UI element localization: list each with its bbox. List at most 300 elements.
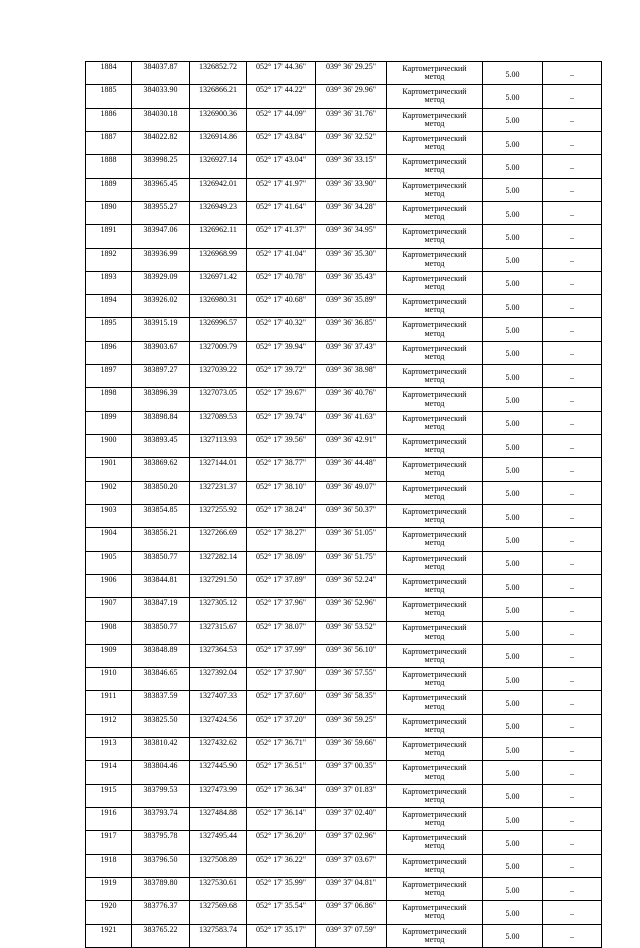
x-coordinate-cell: 383926.02 <box>132 295 190 318</box>
method-line1: Картометрический <box>402 740 467 750</box>
method-line1: Картометрический <box>402 367 467 377</box>
longitude-cell: 039° 36' 29.96" <box>316 85 387 108</box>
latitude-cell: 052° 17' 37.99" <box>247 644 316 667</box>
method-line2: метод <box>424 95 445 105</box>
latitude-cell: 052° 17' 35.99" <box>247 877 316 900</box>
x-coordinate-cell: 384033.90 <box>132 85 190 108</box>
description-cell: – <box>543 481 602 504</box>
point-number-cell: 1905 <box>86 551 132 574</box>
longitude-cell: 039° 36' 53.52" <box>316 621 387 644</box>
x-coordinate-cell: 383850.77 <box>132 551 190 574</box>
method-cell <box>387 248 483 271</box>
table-row <box>86 528 602 551</box>
latitude-cell: 052° 17' 36.14" <box>247 808 316 831</box>
y-coordinate-cell: 1327009.79 <box>190 341 247 364</box>
y-coordinate-cell: 1327039.22 <box>190 365 247 388</box>
method-cell <box>387 225 483 248</box>
method-cell <box>387 528 483 551</box>
method-cell <box>387 178 483 201</box>
y-coordinate-cell: 1327073.05 <box>190 388 247 411</box>
accuracy-cell: 5.00 <box>483 62 543 85</box>
y-coordinate-cell: 1327530.61 <box>190 877 247 900</box>
method-line1: Картометрический <box>402 670 467 680</box>
point-number-cell: 1911 <box>86 691 132 714</box>
description-cell: – <box>543 644 602 667</box>
point-number-cell: 1910 <box>86 668 132 691</box>
method-line2: метод <box>424 258 445 268</box>
method-line2: метод <box>424 585 445 595</box>
accuracy-cell: 5.00 <box>483 225 543 248</box>
accuracy-cell: 5.00 <box>483 365 543 388</box>
accuracy-cell: 5.00 <box>483 504 543 527</box>
longitude-cell: 039° 36' 58.35" <box>316 691 387 714</box>
method-line1: Картометрический <box>402 856 467 866</box>
method-cell <box>387 481 483 504</box>
latitude-cell: 052° 17' 39.74" <box>247 411 316 434</box>
table-row <box>86 854 602 877</box>
method-line2: метод <box>424 468 445 478</box>
longitude-cell: 039° 37' 02.40" <box>316 808 387 831</box>
x-coordinate-cell: 383897.27 <box>132 365 190 388</box>
latitude-cell: 052° 17' 41.97" <box>247 178 316 201</box>
method-cell <box>387 85 483 108</box>
description-cell: – <box>543 225 602 248</box>
x-coordinate-cell: 383844.81 <box>132 574 190 597</box>
table-row <box>86 155 602 178</box>
method-line2: метод <box>424 188 445 198</box>
x-coordinate-cell: 384022.82 <box>132 131 190 154</box>
accuracy-cell: 5.00 <box>483 201 543 224</box>
longitude-cell: 039° 36' 33.90" <box>316 178 387 201</box>
method-cell <box>387 365 483 388</box>
description-cell: – <box>543 831 602 854</box>
description-cell: – <box>543 108 602 131</box>
description-cell: – <box>543 178 602 201</box>
longitude-cell: 039° 37' 06.86" <box>316 901 387 924</box>
method-cell <box>387 62 483 85</box>
method-cell <box>387 901 483 924</box>
method-cell <box>387 341 483 364</box>
latitude-cell: 052° 17' 44.22" <box>247 85 316 108</box>
x-coordinate-cell: 383848.89 <box>132 644 190 667</box>
method-line1: Картометрический <box>402 600 467 610</box>
description-cell: – <box>543 738 602 761</box>
longitude-cell: 039° 36' 51.05" <box>316 528 387 551</box>
latitude-cell: 052° 17' 44.36" <box>247 62 316 85</box>
latitude-cell: 052° 17' 41.04" <box>247 248 316 271</box>
method-line1: Картометрический <box>402 133 467 143</box>
table-row <box>86 901 602 924</box>
longitude-cell: 039° 36' 37.43" <box>316 341 387 364</box>
method-line1: Картометрический <box>402 390 467 400</box>
longitude-cell: 039° 37' 03.67" <box>316 854 387 877</box>
x-coordinate-cell: 383893.45 <box>132 435 190 458</box>
point-number-cell: 1906 <box>86 574 132 597</box>
method-cell <box>387 691 483 714</box>
description-cell: – <box>543 551 602 574</box>
longitude-cell: 039° 37' 02.96" <box>316 831 387 854</box>
description-cell: – <box>543 574 602 597</box>
method-line2: метод <box>424 538 445 548</box>
description-cell: – <box>543 901 602 924</box>
longitude-cell: 039° 36' 59.25" <box>316 714 387 737</box>
table-row <box>86 318 602 341</box>
method-line2: метод <box>424 305 445 315</box>
method-line1: Картометрический <box>402 530 467 540</box>
method-line2: метод <box>424 328 445 338</box>
method-line1: Картометрический <box>402 203 467 213</box>
longitude-cell: 039° 36' 57.55" <box>316 668 387 691</box>
method-line2: метод <box>424 165 445 175</box>
description-cell: – <box>543 528 602 551</box>
accuracy-cell: 5.00 <box>483 388 543 411</box>
accuracy-cell: 5.00 <box>483 761 543 784</box>
latitude-cell: 052° 17' 36.20" <box>247 831 316 854</box>
x-coordinate-cell: 383793.74 <box>132 808 190 831</box>
method-line1: Картометрический <box>402 506 467 516</box>
method-line2: метод <box>424 771 445 781</box>
description-cell: – <box>543 621 602 644</box>
method-cell <box>387 784 483 807</box>
x-coordinate-cell: 383965.45 <box>132 178 190 201</box>
point-number-cell: 1884 <box>86 62 132 85</box>
method-line1: Картометрический <box>402 623 467 633</box>
table-row <box>86 621 602 644</box>
latitude-cell: 052° 17' 35.17" <box>247 924 316 947</box>
x-coordinate-cell: 383998.25 <box>132 155 190 178</box>
latitude-cell: 052° 17' 38.24" <box>247 504 316 527</box>
table-row <box>86 365 602 388</box>
longitude-cell: 039° 37' 04.81" <box>316 877 387 900</box>
table-row <box>86 714 602 737</box>
table-row <box>86 644 602 667</box>
description-cell: – <box>543 504 602 527</box>
table-row <box>86 458 602 481</box>
accuracy-cell: 5.00 <box>483 574 543 597</box>
accuracy-cell: 5.00 <box>483 784 543 807</box>
method-line2: метод <box>424 911 445 921</box>
latitude-cell: 052° 17' 39.67" <box>247 388 316 411</box>
method-cell <box>387 738 483 761</box>
point-number-cell: 1900 <box>86 435 132 458</box>
method-line2: метод <box>424 818 445 828</box>
y-coordinate-cell: 1326900.36 <box>190 108 247 131</box>
description-cell: – <box>543 248 602 271</box>
accuracy-cell: 5.00 <box>483 528 543 551</box>
table-row <box>86 808 602 831</box>
method-cell <box>387 761 483 784</box>
latitude-cell: 052° 17' 41.64" <box>247 201 316 224</box>
y-coordinate-cell: 1327089.53 <box>190 411 247 434</box>
accuracy-cell: 5.00 <box>483 318 543 341</box>
table-row <box>86 877 602 900</box>
method-cell <box>387 877 483 900</box>
accuracy-cell: 5.00 <box>483 481 543 504</box>
point-number-cell: 1894 <box>86 295 132 318</box>
method-line2: метод <box>424 678 445 688</box>
table-row <box>86 784 602 807</box>
accuracy-cell: 5.00 <box>483 668 543 691</box>
x-coordinate-cell: 384037.87 <box>132 62 190 85</box>
point-number-cell: 1916 <box>86 808 132 831</box>
method-line1: Картометрический <box>402 646 467 656</box>
y-coordinate-cell: 1327305.12 <box>190 598 247 621</box>
longitude-cell: 039° 36' 34.28" <box>316 201 387 224</box>
method-line1: Картометрический <box>402 250 467 260</box>
point-number-cell: 1887 <box>86 131 132 154</box>
accuracy-cell: 5.00 <box>483 248 543 271</box>
method-cell <box>387 411 483 434</box>
method-line2: метод <box>424 608 445 618</box>
y-coordinate-cell: 1327315.67 <box>190 621 247 644</box>
table-row <box>86 201 602 224</box>
latitude-cell: 052° 17' 43.04" <box>247 155 316 178</box>
method-line2: метод <box>424 118 445 128</box>
description-cell: – <box>543 854 602 877</box>
y-coordinate-cell: 1327392.04 <box>190 668 247 691</box>
method-line1: Картометрический <box>402 716 467 726</box>
y-coordinate-cell: 1327113.93 <box>190 435 247 458</box>
method-cell <box>387 201 483 224</box>
point-number-cell: 1889 <box>86 178 132 201</box>
method-line1: Картометрический <box>402 343 467 353</box>
point-number-cell: 1904 <box>86 528 132 551</box>
method-line2: метод <box>424 841 445 851</box>
method-line2: метод <box>424 794 445 804</box>
latitude-cell: 052° 17' 38.10" <box>247 481 316 504</box>
y-coordinate-cell: 1327266.69 <box>190 528 247 551</box>
table-row <box>86 598 602 621</box>
x-coordinate-cell: 383856.21 <box>132 528 190 551</box>
latitude-cell: 052° 17' 35.54" <box>247 901 316 924</box>
coordinates-table-body <box>86 62 602 948</box>
longitude-cell: 039° 36' 44.48" <box>316 458 387 481</box>
accuracy-cell: 5.00 <box>483 691 543 714</box>
accuracy-cell: 5.00 <box>483 598 543 621</box>
accuracy-cell: 5.00 <box>483 738 543 761</box>
latitude-cell: 052° 17' 37.90" <box>247 668 316 691</box>
method-cell <box>387 435 483 458</box>
latitude-cell: 052° 17' 39.72" <box>247 365 316 388</box>
description-cell: – <box>543 295 602 318</box>
latitude-cell: 052° 17' 39.94" <box>247 341 316 364</box>
x-coordinate-cell: 383929.09 <box>132 271 190 294</box>
x-coordinate-cell: 383947.06 <box>132 225 190 248</box>
point-number-cell: 1898 <box>86 388 132 411</box>
accuracy-cell: 5.00 <box>483 155 543 178</box>
description-cell: – <box>543 388 602 411</box>
method-line2: метод <box>424 631 445 641</box>
method-line2: метод <box>424 934 445 944</box>
point-number-cell: 1902 <box>86 481 132 504</box>
x-coordinate-cell: 383915.19 <box>132 318 190 341</box>
table-row <box>86 108 602 131</box>
method-line2: метод <box>424 351 445 361</box>
table-row <box>86 85 602 108</box>
table-row <box>86 924 602 947</box>
point-number-cell: 1919 <box>86 877 132 900</box>
y-coordinate-cell: 1327231.37 <box>190 481 247 504</box>
longitude-cell: 039° 36' 33.15" <box>316 155 387 178</box>
longitude-cell: 039° 36' 50.37" <box>316 504 387 527</box>
longitude-cell: 039° 37' 07.59" <box>316 924 387 947</box>
method-line2: метод <box>424 888 445 898</box>
method-cell <box>387 318 483 341</box>
latitude-cell: 052° 17' 38.27" <box>247 528 316 551</box>
longitude-cell: 039° 36' 32.52" <box>316 131 387 154</box>
method-line1: Картометрический <box>402 903 467 913</box>
point-number-cell: 1909 <box>86 644 132 667</box>
description-cell: – <box>543 691 602 714</box>
x-coordinate-cell: 383850.20 <box>132 481 190 504</box>
table-row <box>86 295 602 318</box>
method-line1: Картометрический <box>402 879 467 889</box>
table-row <box>86 435 602 458</box>
description-cell: – <box>543 598 602 621</box>
method-cell <box>387 644 483 667</box>
method-line2: метод <box>424 375 445 385</box>
method-cell <box>387 388 483 411</box>
point-number-cell: 1908 <box>86 621 132 644</box>
description-cell: – <box>543 761 602 784</box>
longitude-cell: 039° 36' 42.91" <box>316 435 387 458</box>
method-line1: Картометрический <box>402 763 467 773</box>
longitude-cell: 039° 36' 41.63" <box>316 411 387 434</box>
accuracy-cell: 5.00 <box>483 108 543 131</box>
method-cell <box>387 504 483 527</box>
method-line1: Картометрический <box>402 63 467 73</box>
accuracy-cell: 5.00 <box>483 341 543 364</box>
table-row <box>86 504 602 527</box>
description-cell: – <box>543 435 602 458</box>
point-number-cell: 1918 <box>86 854 132 877</box>
x-coordinate-cell: 383795.78 <box>132 831 190 854</box>
method-line2: метод <box>424 445 445 455</box>
latitude-cell: 052° 17' 38.77" <box>247 458 316 481</box>
x-coordinate-cell: 383796.50 <box>132 854 190 877</box>
point-number-cell: 1895 <box>86 318 132 341</box>
description-cell: – <box>543 62 602 85</box>
point-number-cell: 1899 <box>86 411 132 434</box>
y-coordinate-cell: 1326968.99 <box>190 248 247 271</box>
table-row <box>86 271 602 294</box>
x-coordinate-cell: 383903.67 <box>132 341 190 364</box>
longitude-cell: 039° 36' 31.76" <box>316 108 387 131</box>
description-cell: – <box>543 808 602 831</box>
point-number-cell: 1915 <box>86 784 132 807</box>
y-coordinate-cell: 1327407.33 <box>190 691 247 714</box>
y-coordinate-cell: 1327445.90 <box>190 761 247 784</box>
longitude-cell: 039° 36' 51.75" <box>316 551 387 574</box>
y-coordinate-cell: 1327291.50 <box>190 574 247 597</box>
method-cell <box>387 598 483 621</box>
description-cell: – <box>543 365 602 388</box>
method-line2: метод <box>424 515 445 525</box>
method-line2: метод <box>424 281 445 291</box>
longitude-cell: 039° 36' 38.98" <box>316 365 387 388</box>
longitude-cell: 039° 36' 36.85" <box>316 318 387 341</box>
y-coordinate-cell: 1327432.62 <box>190 738 247 761</box>
latitude-cell: 052° 17' 36.71" <box>247 738 316 761</box>
description-cell: – <box>543 155 602 178</box>
latitude-cell: 052° 17' 36.22" <box>247 854 316 877</box>
coordinates-table <box>85 61 602 948</box>
y-coordinate-cell: 1327495.44 <box>190 831 247 854</box>
latitude-cell: 052° 17' 36.34" <box>247 784 316 807</box>
method-line1: Картометрический <box>402 413 467 423</box>
accuracy-cell: 5.00 <box>483 295 543 318</box>
method-line2: метод <box>424 398 445 408</box>
table-row <box>86 341 602 364</box>
y-coordinate-cell: 1327484.88 <box>190 808 247 831</box>
method-cell <box>387 574 483 597</box>
latitude-cell: 052° 17' 43.84" <box>247 131 316 154</box>
method-line2: метод <box>424 724 445 734</box>
method-cell <box>387 155 483 178</box>
accuracy-cell: 5.00 <box>483 131 543 154</box>
method-line2: метод <box>424 561 445 571</box>
description-cell: – <box>543 714 602 737</box>
table-row <box>86 691 602 714</box>
latitude-cell: 052° 17' 41.37" <box>247 225 316 248</box>
accuracy-cell: 5.00 <box>483 854 543 877</box>
method-line1: Картометрический <box>402 320 467 330</box>
latitude-cell: 052° 17' 40.32" <box>247 318 316 341</box>
point-number-cell: 1892 <box>86 248 132 271</box>
description-cell: – <box>543 411 602 434</box>
longitude-cell: 039° 37' 00.35" <box>316 761 387 784</box>
latitude-cell: 052° 17' 38.07" <box>247 621 316 644</box>
method-line1: Картометрический <box>402 87 467 97</box>
latitude-cell: 052° 17' 40.68" <box>247 295 316 318</box>
accuracy-cell: 5.00 <box>483 178 543 201</box>
point-number-cell: 1897 <box>86 365 132 388</box>
description-cell: – <box>543 877 602 900</box>
x-coordinate-cell: 383825.50 <box>132 714 190 737</box>
y-coordinate-cell: 1326927.14 <box>190 155 247 178</box>
method-cell <box>387 854 483 877</box>
table-row <box>86 131 602 154</box>
latitude-cell: 052° 17' 39.56" <box>247 435 316 458</box>
y-coordinate-cell: 1326866.21 <box>190 85 247 108</box>
method-cell <box>387 924 483 947</box>
method-line2: метод <box>424 235 445 245</box>
method-line2: метод <box>424 654 445 664</box>
y-coordinate-cell: 1326852.72 <box>190 62 247 85</box>
point-number-cell: 1920 <box>86 901 132 924</box>
method-line1: Картометрический <box>402 693 467 703</box>
method-line1: Картометрический <box>402 436 467 446</box>
x-coordinate-cell: 383799.53 <box>132 784 190 807</box>
y-coordinate-cell: 1327255.92 <box>190 504 247 527</box>
method-line1: Картометрический <box>402 576 467 586</box>
longitude-cell: 039° 36' 52.24" <box>316 574 387 597</box>
method-cell <box>387 295 483 318</box>
table-row <box>86 574 602 597</box>
method-line1: Картометрический <box>402 273 467 283</box>
method-line1: Картометрический <box>402 227 467 237</box>
x-coordinate-cell: 383837.59 <box>132 691 190 714</box>
accuracy-cell: 5.00 <box>483 644 543 667</box>
y-coordinate-cell: 1327364.53 <box>190 644 247 667</box>
latitude-cell: 052° 17' 37.96" <box>247 598 316 621</box>
x-coordinate-cell: 383854.85 <box>132 504 190 527</box>
method-line1: Картометрический <box>402 553 467 563</box>
latitude-cell: 052° 17' 37.60" <box>247 691 316 714</box>
table-row <box>86 411 602 434</box>
table-row <box>86 481 602 504</box>
y-coordinate-cell: 1327569.68 <box>190 901 247 924</box>
